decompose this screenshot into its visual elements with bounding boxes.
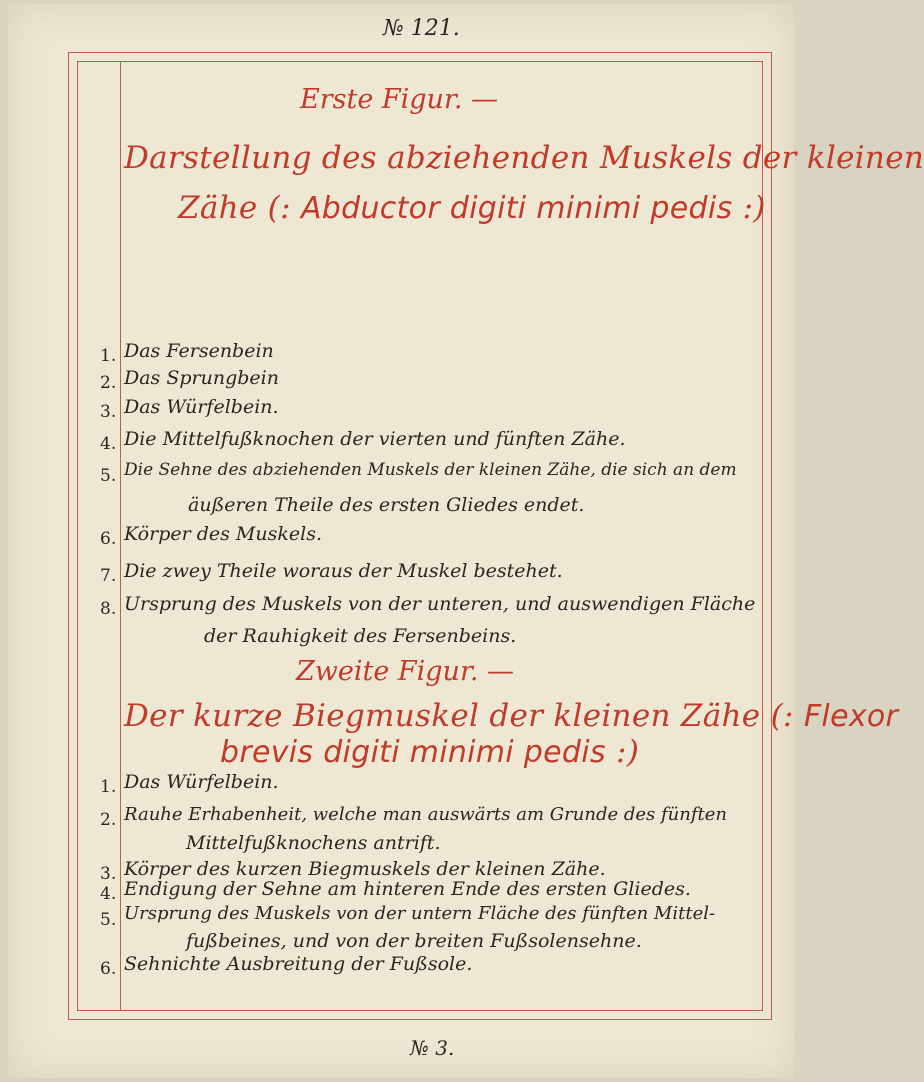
manuscript-page [8,4,924,1078]
list-number: 7. [100,566,117,586]
list-number: 5. [100,910,117,930]
list-number: 5. [100,466,117,486]
list-item: Körper des Muskels. [124,523,322,545]
figure2-heading-latin2: brevis digiti minimi pedis [220,735,606,770]
figure1-heading-line1: Darstellung des abziehenden Muskels der kleinen [124,140,924,176]
folio-bottom: № 3. [410,1036,455,1060]
figure2-heading-suffix: :) [615,734,640,770]
list-item-continuation: der Rauhigkeit des Fersenbeins. [204,625,517,647]
list-number: 3. [100,402,117,422]
list-item: Die zwey Theile woraus der Muskel bestehet. [124,560,563,582]
figure1-heading-suffix: :) [742,190,766,226]
figure1-heading-latin: Abductor digiti minimi pedis [300,191,733,226]
figure2-heading-latin1: Flexor [803,699,899,734]
list-item: Die Mittelfußknochen der vierten und fünften Zähe. [124,428,626,450]
figure2-title: Zweite Figur. — [296,656,515,687]
list-item: Ursprung des Muskels von der untern Fläche des fünften Mittel- [124,903,716,924]
list-number: 4. [100,434,117,454]
list-item-continuation: Mittelfußknochens antrift. [186,832,441,854]
list-item-continuation: fußbeines, und von der breiten Fußsolensehne. [186,930,642,952]
figure2-heading-prefix: Der kurze Biegmuskel der kleinen Zähe (: [124,698,794,734]
list-item: Das Würfelbein. [124,771,279,793]
list-number: 6. [100,959,117,979]
list-item: Die Sehne des abziehenden Muskels der kleinen Zähe, die sich an dem [124,460,737,480]
list-item: Körper des kurzen Biegmuskels der kleinen Zähe. [124,858,606,880]
list-number: 2. [100,810,117,830]
list-item: Das Würfelbein. [124,396,279,418]
list-number: 3. [100,864,117,884]
list-number: 4. [100,884,117,904]
list-item: Rauhe Erhabenheit, welche man auswärts am Grunde des fünften [124,804,727,825]
list-item-continuation: äußeren Theile des ersten Gliedes endet. [188,494,585,516]
figure2-heading-line1 [124,698,898,734]
list-number: 8. [100,599,117,619]
figure1-title: Erste Figur. — [300,84,499,115]
list-item: Das Sprungbein [124,367,279,389]
figure2-heading-line2 [220,734,639,770]
list-number: 1. [100,777,117,797]
figure1-heading-prefix: Zähe (: [178,190,291,226]
list-item: Das Fersenbein [124,340,274,362]
folio-top: № 121. [383,16,460,41]
list-number: 1. [100,346,117,366]
list-item: Sehnichte Ausbreitung der Fußsole. [124,953,473,975]
margin-rule [120,61,121,1011]
list-number: 6. [100,529,117,549]
list-item: Ursprung des Muskels von der unteren, und auswendigen Fläche [124,593,756,615]
list-item: Endigung der Sehne am hinteren Ende des ersten Gliedes. [124,878,691,900]
list-number: 2. [100,373,117,393]
figure1-heading-line2 [178,190,766,226]
